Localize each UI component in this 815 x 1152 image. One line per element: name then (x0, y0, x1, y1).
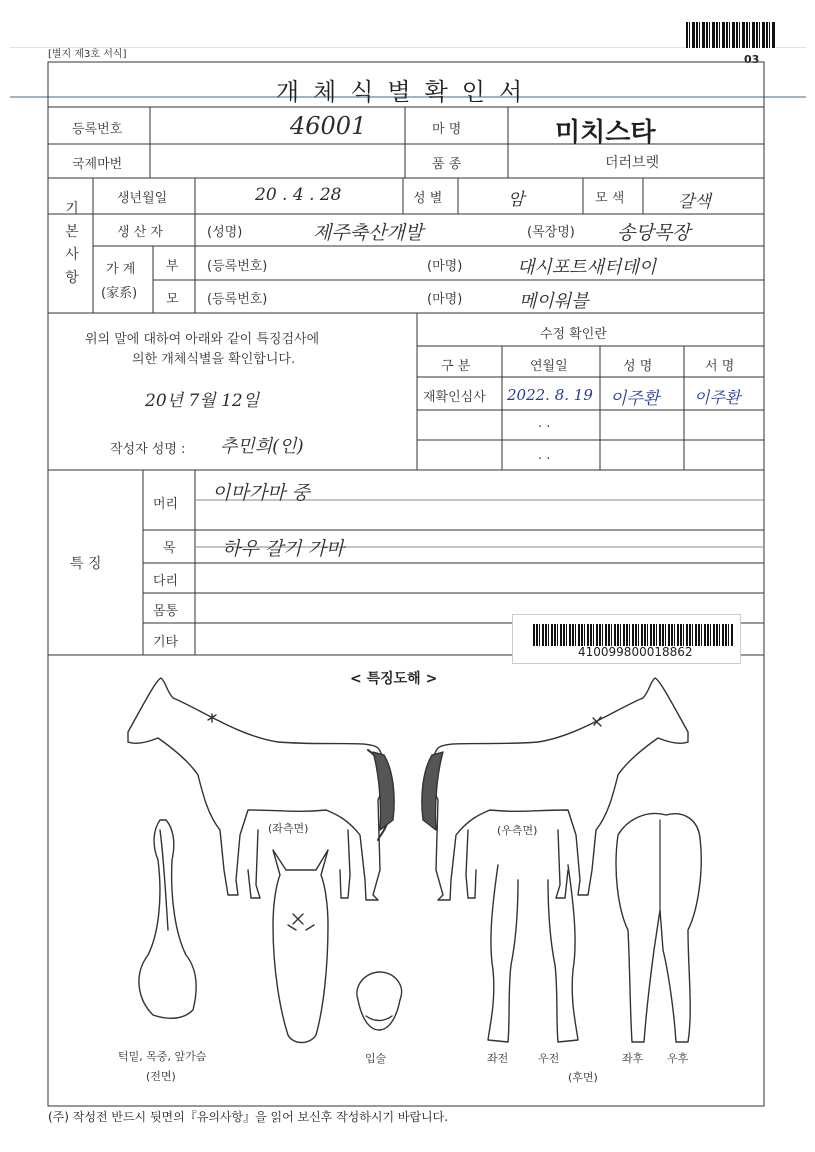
birth-value: 20 . 4 . 28 (255, 185, 342, 205)
producer-label: 생 산 자 (117, 225, 163, 240)
sire-name-label: (마명) (427, 259, 463, 274)
lineage-label: 가 계 (106, 262, 136, 277)
dam-label: 모 (166, 292, 179, 307)
horse-right-side (422, 678, 688, 900)
producer-name-label: (성명) (207, 225, 243, 240)
farm-value: 송당목장 (617, 222, 691, 244)
birth-label: 생년월일 (117, 191, 168, 206)
sire-reg-label: (등록번호) (207, 259, 268, 274)
front-label: (전면) (146, 1070, 176, 1083)
horse-rear (616, 814, 701, 1042)
horse-name-value: 미치스타 (555, 118, 656, 148)
form-tag: [별지 제3호 서식] (48, 49, 127, 60)
sex-value: 암 (508, 190, 525, 210)
document-title: 개체식별확인서 (275, 78, 537, 106)
intl-no-label: 국제마번 (72, 157, 123, 172)
diagram-title: < 특징도해 > (350, 671, 438, 687)
basic-section-label: 기본사항 (65, 201, 79, 286)
footnote: (주) 작성전 반드시 뒷면의『유의사항』을 읽어 보신후 작성하시기 바랍니다. (48, 1110, 449, 1124)
head-label: 머리 (153, 497, 179, 512)
horse-name-label: 마 명 (432, 122, 462, 137)
author-label: 작성자 성명 : (110, 442, 186, 457)
sire-label: 부 (166, 259, 179, 274)
legs-label: 다리 (153, 574, 179, 589)
horse-front-head (273, 850, 328, 1043)
horse-front-chest (139, 820, 196, 1018)
revision-row1-date: 2022. 8. 19 (507, 386, 593, 404)
reg-no-label: 등록번호 (72, 122, 123, 137)
revision-col-name: 성 명 (623, 359, 653, 374)
horse-front-legs (488, 865, 578, 1042)
horse-diagram (48, 670, 764, 1106)
breed-value: 더러브렛 (605, 155, 660, 171)
hindleg-left-label: 좌후 (622, 1052, 644, 1065)
left-side-label: (좌측면) (268, 822, 309, 835)
neck-label: 목 (163, 541, 176, 556)
features-section-label: 특 징 (70, 556, 102, 572)
color-value: 갈색 (678, 192, 711, 212)
foreleg-left-label: 좌전 (487, 1052, 509, 1065)
front-caption: 턱밑, 목중, 앞가슴 (118, 1050, 207, 1063)
sex-label: 성 별 (413, 191, 443, 206)
barcode-number: 410099800018862 (578, 645, 693, 659)
page-number: 03 (744, 53, 760, 66)
confirm-text-line1: 위의 말에 대하여 아래와 같이 특징검사에 (85, 332, 320, 347)
dam-reg-label: (등록번호) (207, 292, 268, 307)
revision-title: 수정 확인란 (540, 327, 607, 342)
dam-name-label: (마명) (427, 292, 463, 307)
reg-no-value: 46001 (290, 112, 367, 140)
color-label: 모 색 (595, 191, 625, 206)
dam-name-value: 메이워블 (519, 291, 589, 312)
hindleg-right-label: 우후 (667, 1052, 689, 1065)
foreleg-right-label: 우전 (538, 1052, 560, 1065)
sire-name-value: 대시포트새터데이 (517, 257, 657, 278)
author-value: 추민희(인) (220, 436, 304, 457)
rear-label: (후면) (568, 1071, 598, 1084)
farm-label: (목장명) (527, 225, 575, 240)
muzzle-caption: 입술 (365, 1052, 387, 1065)
revision-col-sign: 서 명 (705, 359, 735, 374)
revision-row1-name: 이주환 (610, 389, 660, 409)
revision-col-type: 구 분 (441, 359, 471, 374)
body-label: 몸통 (153, 604, 179, 619)
horse-left-side (128, 678, 394, 900)
neck-value: 하우 갈기 가마 (222, 538, 345, 560)
confirm-date: 20년 7월 12일 (145, 391, 260, 411)
revision-col-date: 연월일 (530, 359, 568, 374)
head-value: 이마가마 중 (212, 482, 310, 504)
producer-name-value: 제주축산개발 (313, 222, 424, 244)
barcode (533, 624, 733, 646)
revision-row3-date: . . (538, 448, 551, 463)
breed-label: 품 종 (432, 157, 462, 172)
right-side-label: (우측면) (497, 824, 538, 837)
revision-row1-sign: 이주환 (694, 388, 741, 407)
revision-row1-type: 재확인심사 (423, 390, 486, 405)
horse-muzzle (357, 972, 402, 1030)
confirm-text-line2: 의한 개체식별을 확인합니다. (132, 352, 296, 367)
revision-row2-date: . . (538, 416, 551, 431)
lineage-hanja: (家系) (101, 286, 138, 301)
other-label: 기타 (153, 635, 179, 650)
